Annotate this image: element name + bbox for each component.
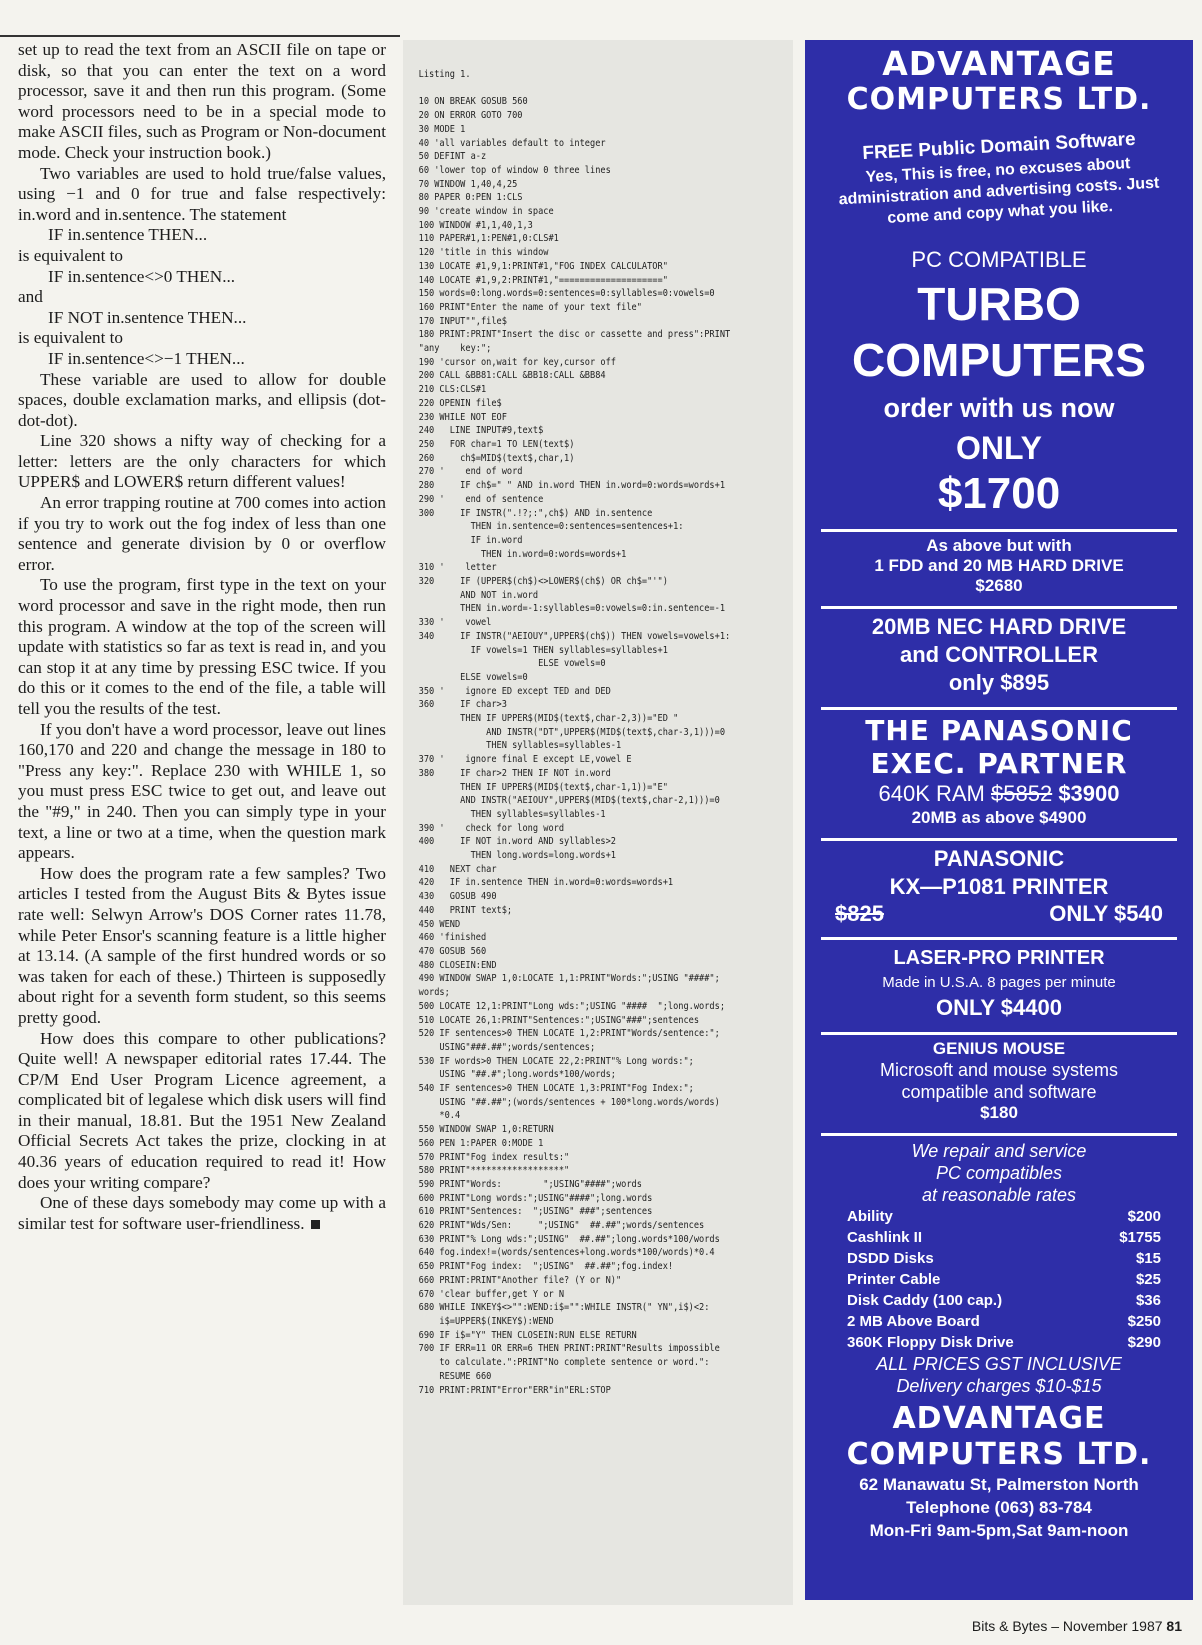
list-item bbox=[847, 1332, 1161, 1353]
code-statement: IF in.sentence<>−1 THEN... bbox=[48, 348, 245, 368]
ad-company-name-line2: COMPUTERS LTD. bbox=[846, 82, 1152, 117]
program-listing bbox=[403, 40, 793, 1605]
item-price: $25 bbox=[1135, 1271, 1161, 1288]
turbo-line2: COMPUTERS bbox=[852, 334, 1146, 386]
laser-line1: LASER-PRO PRINTER bbox=[893, 947, 1105, 969]
printer-line2: KX—P1081 PRINTER bbox=[889, 874, 1109, 899]
mouse-price: $180 bbox=[980, 1103, 1018, 1122]
page-footer bbox=[972, 1618, 1182, 1634]
repair-line2: PC compatibles bbox=[935, 1163, 1063, 1183]
nec-line2: and CONTROLLER bbox=[900, 642, 1098, 667]
above-price: $2680 bbox=[975, 576, 1023, 595]
ad-company-name: ADVANTAGE bbox=[882, 44, 1116, 83]
panasonic-line2: EXEC. PARTNER bbox=[870, 747, 1128, 780]
item-price: $15 bbox=[1135, 1250, 1161, 1267]
list-item bbox=[847, 1248, 1161, 1269]
list-item bbox=[847, 1290, 1161, 1311]
ad-divider bbox=[821, 606, 1177, 609]
item-name: Ability bbox=[847, 1208, 893, 1225]
article-paragraph: To use the program, first type in the text on your word processor and save in the right mode, then run this program. A window at the top of the screen will update with statistics so far as text is read in, and you can stop it at any time by pressing ESC twice. If you do this or it comes to the end of the file, a table will tell you the results of the test. bbox=[18, 575, 386, 718]
ad-footer-name1: ADVANTAGE bbox=[892, 1401, 1106, 1436]
old-price: $5852 bbox=[991, 781, 1053, 806]
top-rule bbox=[0, 35, 400, 37]
listing-code: Listing 1. 10 ON BREAK GOSUB 560 20 ON ERROR GOTO 700 30 MODE 1 40 'all variables default to integer 50 DEFINT a-z 60 'lower top of window 0 three lines 70 WINDOW 1,40,4,25 80 PAPER 0:PEN 1:CLS 90 'create window in space 100 WINDOW #1,1,40,1,3 110 PAPER#1,1:PEN#1,0:CLS#1 120 'title in this window 130 LOCATE #1,9,1:PRINT#1,"FOG INDEX CALCULATOR" 140 LOCATE #1,9,2:PRINT#1,"====================" 150 words=0:long.words=0:sentences=0:syllables=0:vowels=0 160 PRINT"Enter the name of your text file" 170 INPUT"",file$ 180 PRINT:PRINT"Insert the disc or cassette and press":PRINT "any key:"; 190 'cursor on,wait for key,cursor off 200 CALL &BB81:CALL &BB18:CALL &BB84 210 CLS:CLS#1 220 OPENIN file$ 230 WHILE NOT EOF 240 LINE INPUT#9,text$ 250 FOR char=1 TO LEN(text$) 260 ch$=MID$(text$,char,1) 270 ' end of word 280 IF ch$=" " AND in.word THEN in.word=0:words=words+1 290 ' end of sentence 300 IF INSTR(".!?;:",ch$) AND in.sentence THEN in.sentence=0:sentences=sentences+1: IF in.word THEN in.word=0:words=words+1 310 ' letter 320 IF (UPPER$(ch$)<>LOWER$(ch$) OR ch$="'") AND NOT in.word THEN in.word=-1:syllables=0:vowels=0:in.sentence=-1 330 ' vowel 340 IF INSTR("AEIOUY",UPPER$(ch$)) THEN vowels=vowels+1: IF vowels=1 THEN syllables=syllables+1 ELSE vowels=0 ELSE vowels=0 350 ' ignore ED except TED and DED 360 IF char>3 THEN IF UPPER$(MID$(text$,char-2,3))="ED " AND INSTR("DT",UPPER$(MID$(text$,char-3,1)))=0 THEN syllables=syllables-1 370 ' ignore final E except LE,vowel E 380 IF char>2 THEN IF NOT in.word THEN IF UPPER$(MID$(text$,char-1,1))="E" AND INSTR("AEIOUY",UPPER$(MID$(text$,char-2,1)))=0 THEN syllables=syllables-1 390 ' check for long word 400 IF NOT in.word AND syllables>2 THEN long.words=long.words+1 410 NEXT char 420 IF in.sentence THEN in.word=0:words=words+1 430 GOSUB 490 440 PRINT text$; 450 WEND 460 'finished 470 GOSUB 560 480 CLOSEIN:END 490 WINDOW SWAP 1,0:LOCATE 1,1:PRINT"Words:";USING "####"; words; 500 LOCATE 12,1:PRINT"Long wds:";USING "#### ";long.words; 510 LOCATE 26,1:PRINT"Sentences:";USING"###";sentences 520 IF sentences>0 THEN LOCATE 1,2:PRINT"Words/sentence:"; USING"###.##";words/sentences; 530 IF words>0 THEN LOCATE 22,2:PRINT"% Long words:"; USING "##.#";long.words*100/words; 540 IF sentences>0 THEN LOCATE 1,3:PRINT"Fog Index:"; USING "##.##";(words/sentences + 100*long.words/words) *0.4 550 WINDOW SWAP 1,0:RETURN 560 PEN 1:PAPER 0:MODE 1 570 PRINT"Fog index results:" 580 PRINT"******************" 590 PRINT"Words: ";USING"####";words 600 PRINT"Long words:";USING"####";long.words 610 PRINT"Sentences: ";USING" ###";sentences 620 PRINT"Wds/Sen: ";USING" ##.##";words/sentences 630 PRINT"% Long wds:";USING" ##.##";long.words*100/words 640 fog.index!=(words/sentences+long.words*100/words)*0.4 650 PRINT"Fog index: ";USING" ##.##";fog.index! 660 PRINT:PRINT"Another file? (Y or N)" 670 'clear buffer,get Y or N 680 WHILE INKEY$<>"":WEND:i$="":WHILE INSTR(" YN",i$)<2: i$=UPPER$(INKEY$):WEND 690 IF i$="Y" THEN CLOSEIN:RUN ELSE RETURN 700 IF ERR=11 OR ERR=6 THEN PRINT:PRINT"Results impossible to calculate.":PRINT"No complete sentence or word.": RESUME 660 710 PRINT:PRINT"Error"ERR"in"ERL:STOP bbox=[418, 69, 731, 1396]
turbo-line1: TURBO bbox=[917, 278, 1081, 330]
article-paragraph: Line 320 shows a nifty way of checking for a letter: letters are the only characters for which UPPER$ and LOWER$ return different values! bbox=[18, 431, 386, 492]
article-paragraph: set up to read the text from an ASCII file on tape or disk, so that you can enter the text on a word processor, save it and then run this program. (Some word processors need to be in a special mode to make ASCII files, such as Program or Non-document mode. Check your instruction book.) bbox=[18, 40, 386, 162]
list-item bbox=[847, 1269, 1161, 1290]
item-name: Cashlink II bbox=[847, 1229, 923, 1246]
new-price: $3900 bbox=[1058, 781, 1120, 806]
article-text: and bbox=[18, 287, 43, 307]
ad-divider bbox=[821, 707, 1177, 710]
nec-line1: 20MB NEC HARD DRIVE bbox=[871, 614, 1127, 639]
free-software-title: FREE Public Domain Software bbox=[861, 128, 1137, 165]
article-paragraph: How does the program rate a few samples? Two articles I tested from the August Bits & Bytes issue rate well: Selwyn Arrow's DOS Corner rates 11.78, while Peter Ensor's scanning feature is a little higher at 13.14. (A sample of the first hundred words or so was taken for each of these.) Thirteen is supposedly about right for a seventh form student, so this seems pretty good. bbox=[18, 863, 386, 1027]
mouse-line3: compatible and software bbox=[901, 1082, 1097, 1102]
gst-note: ALL PRICES GST INCLUSIVE bbox=[876, 1354, 1122, 1374]
ad-divider bbox=[821, 1032, 1177, 1035]
list-item bbox=[847, 1227, 1161, 1248]
price-list bbox=[817, 1206, 1181, 1353]
article-paragraph: Two variables are used to hold true/false values, using −1 and 0 for true and false respectively: in.word and in.sentence. The statement bbox=[18, 163, 386, 224]
footer-text: Bits & Bytes – November 1987 bbox=[971, 1618, 1163, 1634]
panasonic-20mb: 20MB as above $4900 bbox=[911, 808, 1087, 827]
ad-hours: Mon-Fri 9am-5pm,Sat 9am-noon bbox=[869, 1521, 1129, 1540]
item-price: $36 bbox=[1135, 1292, 1161, 1309]
code-statement: IF NOT in.sentence THEN... bbox=[48, 307, 247, 327]
end-mark-icon bbox=[311, 1220, 320, 1229]
code-statement: IF in.sentence THEN... bbox=[48, 225, 208, 245]
list-item bbox=[847, 1311, 1161, 1332]
nec-price: only $895 bbox=[948, 670, 1050, 695]
article-paragraph: How does this compare to other publications? Quite well! A newspaper editorial rates 17.44. The CP/M End User Program Licence agreement, a complicated bit of legalese which disk users will find in their manual, 18.81. But the 1951 New Zealand Official Secrets Act takes the prize, clocking in at 40.36 years of education required to read it! How does your writing compare? bbox=[18, 1028, 386, 1192]
item-name: DSDD Disks bbox=[847, 1250, 934, 1267]
article-text: is equivalent to bbox=[18, 245, 124, 265]
item-price: $1755 bbox=[1119, 1229, 1161, 1246]
printer-price-row bbox=[817, 901, 1181, 927]
delivery-note: Delivery charges $10-$15 bbox=[896, 1376, 1102, 1396]
laser-price: ONLY $4400 bbox=[936, 995, 1062, 1020]
code-statement: IF in.sentence<>0 THEN... bbox=[48, 266, 236, 286]
item-name: Printer Cable bbox=[847, 1271, 941, 1288]
ad-divider bbox=[821, 838, 1177, 841]
article-column bbox=[18, 40, 386, 1234]
printer-new-price: ONLY $540 bbox=[1049, 901, 1163, 926]
panasonic-ram-price bbox=[817, 780, 1181, 808]
list-item bbox=[847, 1206, 1161, 1227]
item-name: 360K Floppy Disk Drive bbox=[847, 1334, 1014, 1351]
laser-line2: Made in U.S.A. 8 pages per minute bbox=[882, 974, 1116, 991]
article-last-text: One of these days somebody may come up with a similar test for software user-friendliness. bbox=[18, 1193, 386, 1233]
pc-compatible: PC COMPATIBLE bbox=[911, 247, 1087, 272]
ad-footer-name2: COMPUTERS LTD. bbox=[846, 1437, 1152, 1472]
repair-line3: at reasonable rates bbox=[921, 1185, 1077, 1205]
item-price: $250 bbox=[1127, 1313, 1161, 1330]
item-name: 2 MB Above Board bbox=[847, 1313, 980, 1330]
page-number: 81 bbox=[1166, 1618, 1182, 1634]
order-text: order with us now bbox=[883, 393, 1115, 423]
main-price: $1700 bbox=[937, 469, 1061, 518]
above-line1: As above but with bbox=[926, 536, 1072, 555]
mouse-line2: Microsoft and mouse systems bbox=[879, 1060, 1119, 1080]
repair-line1: We repair and service bbox=[911, 1141, 1087, 1161]
ad-divider bbox=[821, 529, 1177, 532]
article-paragraph: An error trapping routine at 700 comes into action if you try to work out the fog index of less than one sentence and generate division by 0 or overflow error. bbox=[18, 493, 386, 574]
item-name: Disk Caddy (100 cap.) bbox=[847, 1292, 1003, 1309]
printer-old-price: $825 bbox=[835, 901, 884, 926]
only-label: ONLY bbox=[956, 430, 1042, 466]
panasonic-line1: THE PANASONIC bbox=[865, 714, 1133, 747]
ad-divider bbox=[821, 1133, 1177, 1136]
article-text: is equivalent to bbox=[18, 328, 124, 348]
item-price: $290 bbox=[1127, 1334, 1161, 1351]
mouse-line1: GENIUS MOUSE bbox=[932, 1039, 1066, 1058]
article-paragraph: These variable are used to allow for double spaces, double exclamation marks, and ellipsis (dot-dot-dot). bbox=[18, 369, 386, 430]
advertisement bbox=[805, 40, 1193, 1600]
ad-phone: Telephone (063) 83-784 bbox=[906, 1498, 1092, 1517]
ad-address: 62 Manawatu St, Palmerston North bbox=[859, 1475, 1139, 1494]
above-line2: 1 FDD and 20 MB HARD DRIVE bbox=[874, 556, 1124, 575]
item-price: $200 bbox=[1127, 1208, 1161, 1225]
ram-label: 640K RAM bbox=[878, 781, 985, 806]
printer-line1: PANASONIC bbox=[933, 846, 1065, 871]
free-software-body: Yes, This is free, no excuses about administration and advertising costs. Just come and copy what you like. bbox=[838, 155, 1160, 227]
article-paragraph: If you don't have a word processor, leave out lines 160,170 and 220 and change the message in 180 to "Press any key:". Replace 230 with WHILE 1, so you must press ESC twice to get out, and leave out the "#9," in 240. Then you can simply type in your text, a line or two at a time, when the question mark appears. bbox=[18, 719, 386, 863]
ad-divider bbox=[821, 937, 1177, 940]
article-paragraph bbox=[18, 1193, 386, 1234]
